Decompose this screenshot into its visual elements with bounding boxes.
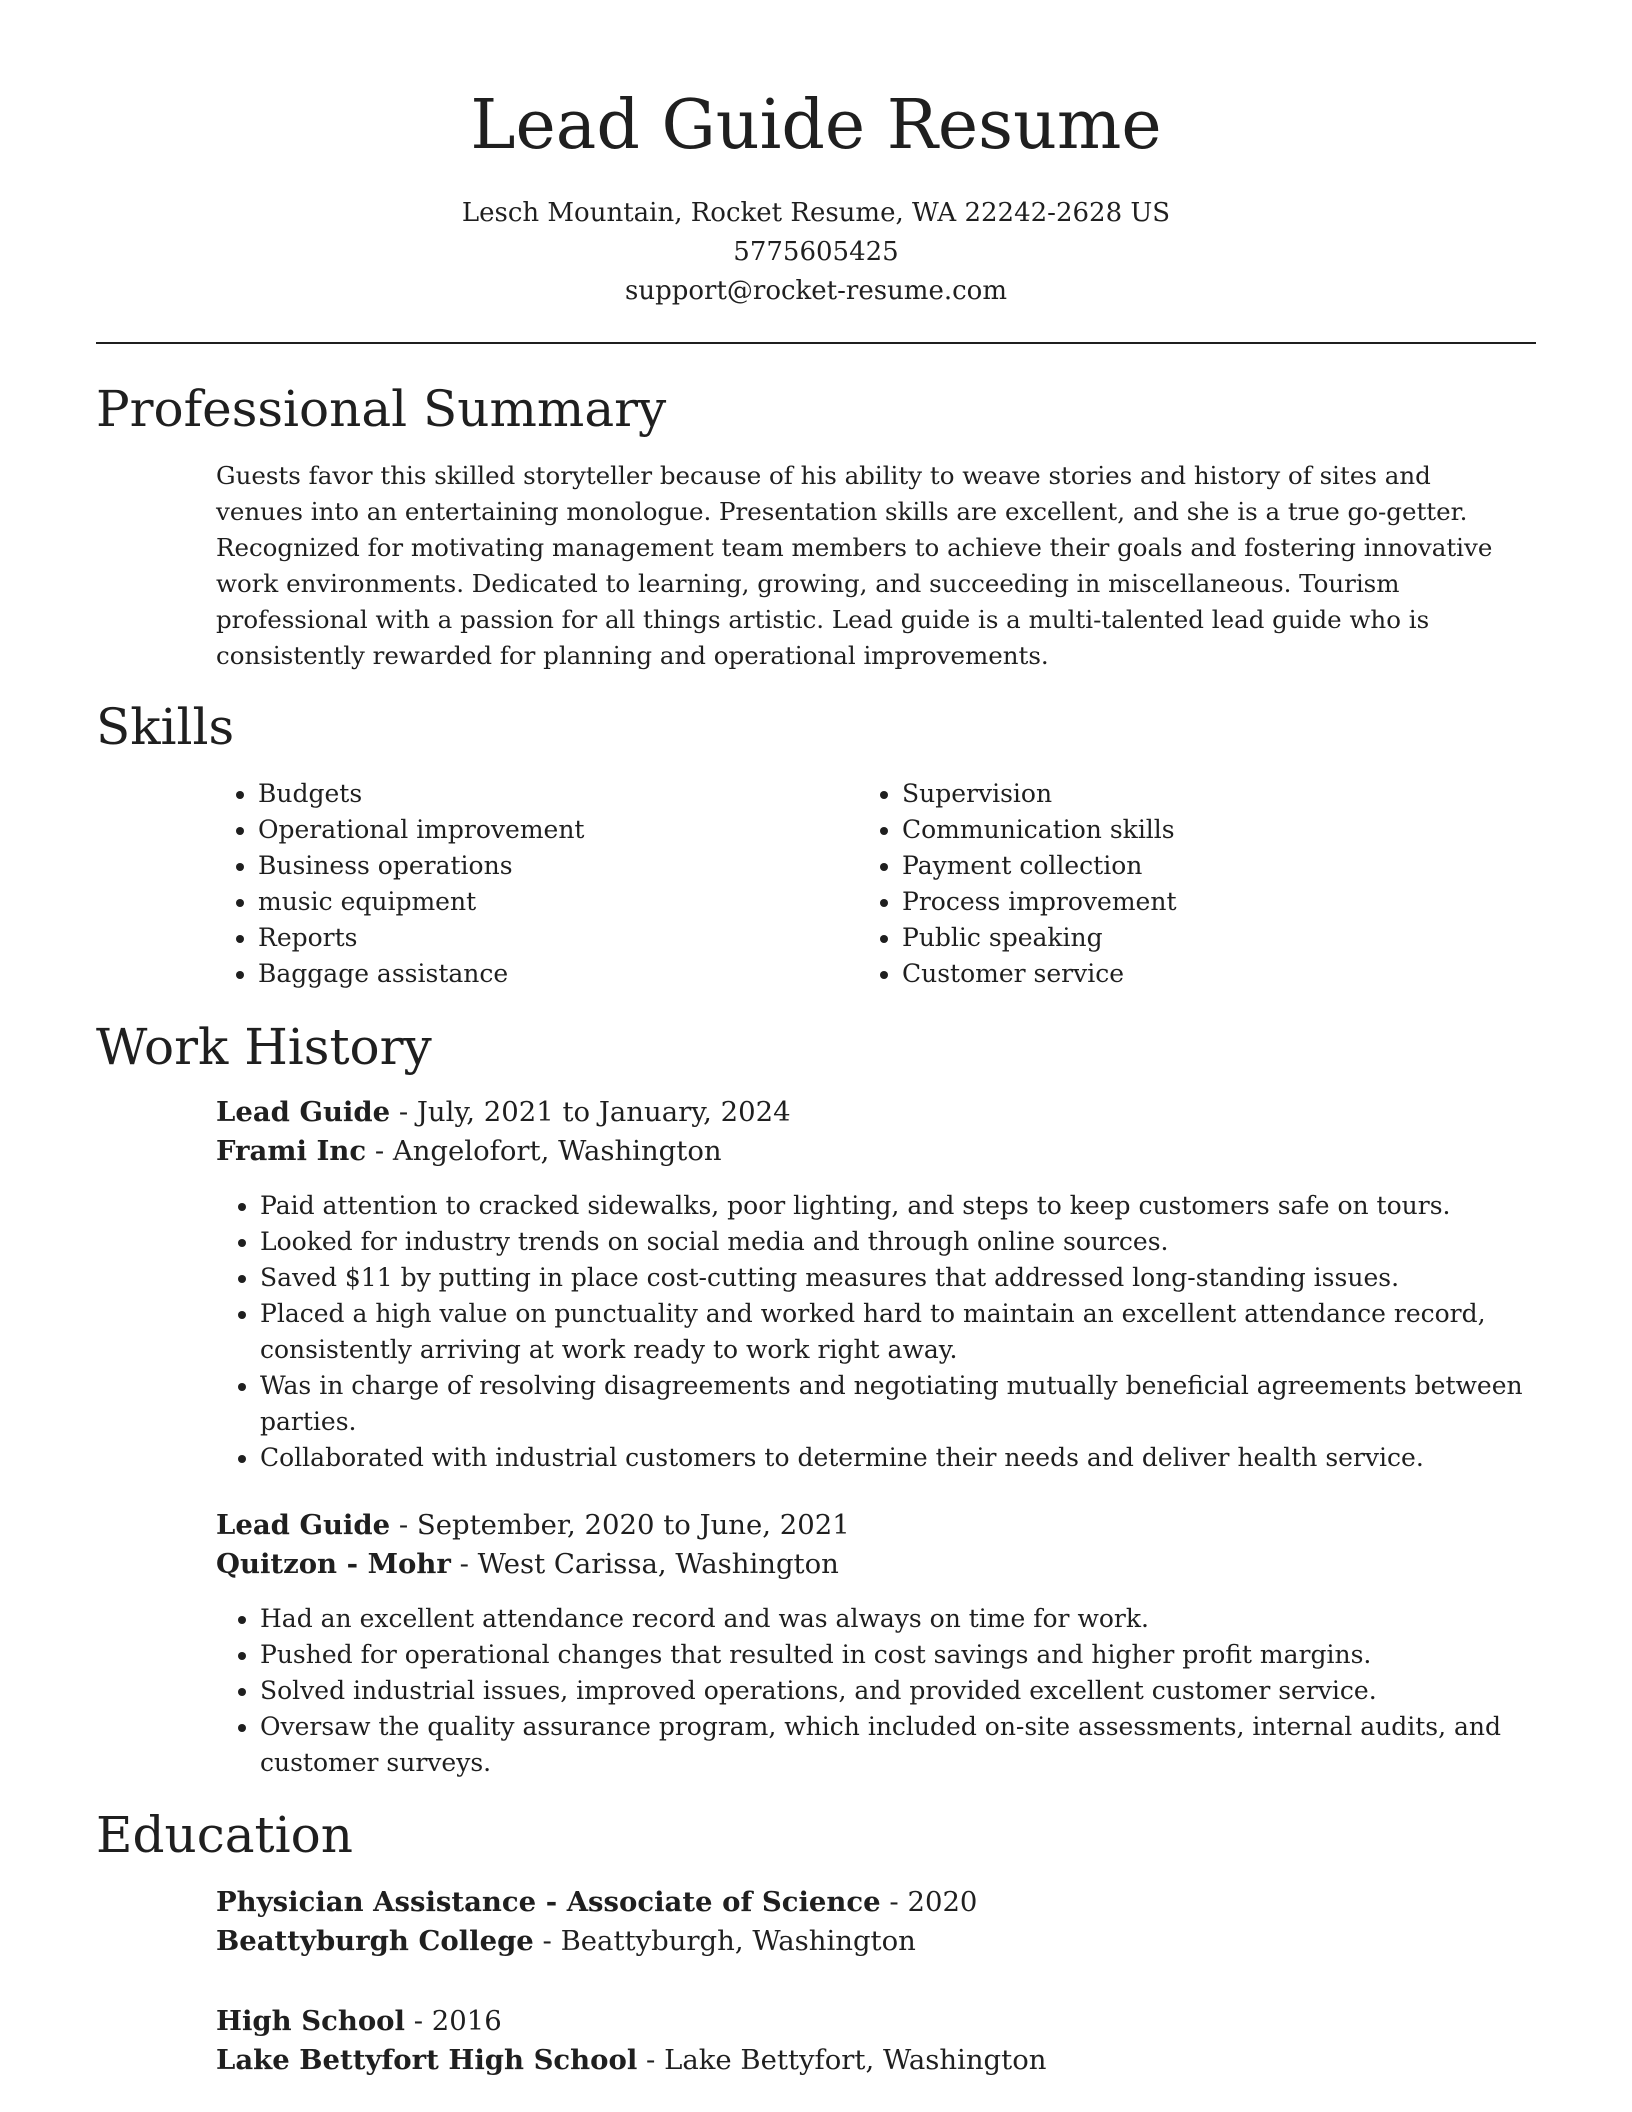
skill-item: • Customer service xyxy=(902,956,1418,992)
education-year: - 2016 xyxy=(404,2005,502,2037)
job-bullet: • Oversaw the quality assurance program, which included on-site assessments, internal audits, and customer surveys. xyxy=(260,1709,1546,1781)
contact-email: support@rocket-resume.com xyxy=(624,276,1007,306)
job-dates: - September, 2020 to June, 2021 xyxy=(390,1509,850,1541)
job-bullet: • Placed a high value on punctuality and worked hard to maintain an excellent attendance record, consistently arriving at work ready to work right away. xyxy=(260,1296,1546,1368)
summary-section xyxy=(216,458,1516,674)
job-company-line xyxy=(216,1132,1546,1171)
contact-phone: 5775605425 xyxy=(733,237,899,267)
education-school-line xyxy=(216,1922,1546,1961)
skill-item: • Baggage assistance xyxy=(258,956,774,992)
job-bullets xyxy=(216,1601,1546,1781)
education-location: - Beattyburgh, Washington xyxy=(533,1925,916,1957)
education-degree-line xyxy=(216,1883,1546,1922)
education-item xyxy=(216,1883,1546,1961)
job-bullet: • Solved industrial issues, improved operations, and provided excellent customer service. xyxy=(260,1673,1546,1709)
header-divider xyxy=(96,342,1536,344)
education-degree-line xyxy=(216,2002,1546,2041)
education-item xyxy=(216,2002,1546,2080)
resume-header xyxy=(0,0,1632,311)
skills-column-right xyxy=(858,776,1418,992)
contact-address: Lesch Mountain, Rocket Resume, WA 22242-2628 US xyxy=(461,198,1171,228)
job-company: Frami Inc xyxy=(216,1135,367,1167)
skill-item: • Operational improvement xyxy=(258,812,774,848)
work-history-heading: Work History xyxy=(96,1018,432,1076)
job-bullet-list xyxy=(216,1188,1546,1476)
education-degree: High School xyxy=(216,2005,405,2037)
job-title: Lead Guide xyxy=(216,1096,391,1128)
job-title-line xyxy=(216,1093,1546,1132)
skill-item: • Payment collection xyxy=(902,848,1418,884)
job-bullet: • Had an excellent attendance record and was always on time for work. xyxy=(260,1601,1546,1637)
job-dates: - July, 2021 to January, 2024 xyxy=(390,1096,791,1128)
skills-column-left xyxy=(214,776,774,992)
summary-heading: Professional Summary xyxy=(96,380,667,438)
contact-block xyxy=(0,194,1632,311)
job-location: - West Carissa, Washington xyxy=(450,1548,839,1580)
education-school: Beattyburgh College xyxy=(216,1925,534,1957)
summary-text: Guests favor this skilled storyteller because of his ability to weave stories and history of sites and venues into an entertaining monologue. Presentation skills are excellent, and she is a true go-getter. Recognized for motivating management team members to achieve their goals and fostering innovative work environments. Dedicated to learning, growing, and succeeding in miscellaneous. Tourism professional with a passion for all things artistic. Lead guide is a multi-talented lead guide who is consistently rewarded for planning and operational improvements. xyxy=(216,461,1493,670)
education-school-line xyxy=(216,2041,1546,2080)
job-bullet: • Collaborated with industrial customers to determine their needs and deliver health service. xyxy=(260,1440,1546,1476)
education-heading: Education xyxy=(96,1806,353,1864)
education-location: - Lake Bettyfort, Washington xyxy=(637,2044,1047,2076)
resume-title: Lead Guide Resume xyxy=(470,86,1162,165)
skill-item: • Communication skills xyxy=(902,812,1418,848)
education-year: - 2020 xyxy=(880,1886,978,1918)
job-bullet: • Saved $11 by putting in place cost-cutting measures that addressed long-standing issues. xyxy=(260,1260,1546,1296)
job-company: Quitzon - Mohr xyxy=(216,1548,451,1580)
skill-item: • Process improvement xyxy=(902,884,1418,920)
skill-item: • Business operations xyxy=(258,848,774,884)
skill-item: • Budgets xyxy=(258,776,774,812)
job-bullets xyxy=(216,1188,1546,1476)
education-school: Lake Bettyfort High School xyxy=(216,2044,638,2076)
education-degree: Physician Assistance - Associate of Science xyxy=(216,1886,881,1918)
skills-list-left xyxy=(214,776,774,992)
job-header xyxy=(216,1093,1546,1171)
job-title-line xyxy=(216,1506,1546,1545)
job-title: Lead Guide xyxy=(216,1509,391,1541)
job-bullet-list xyxy=(216,1601,1546,1781)
skill-item: • Reports xyxy=(258,920,774,956)
job-bullet: • Looked for industry trends on social media and through online sources. xyxy=(260,1224,1546,1260)
skill-item: • music equipment xyxy=(258,884,774,920)
job-bullet: • Pushed for operational changes that resulted in cost savings and higher profit margins. xyxy=(260,1637,1546,1673)
job-bullet: • Was in charge of resolving disagreements and negotiating mutually beneficial agreements between parties. xyxy=(260,1368,1546,1440)
job-location: - Angelofort, Washington xyxy=(366,1135,722,1167)
skills-list-right xyxy=(858,776,1418,992)
skills-heading: Skills xyxy=(96,698,235,756)
job-header xyxy=(216,1506,1546,1584)
job-company-line xyxy=(216,1545,1546,1584)
job-bullet: • Paid attention to cracked sidewalks, poor lighting, and steps to keep customers safe on tours. xyxy=(260,1188,1546,1224)
skill-item: • Public speaking xyxy=(902,920,1418,956)
skill-item: • Supervision xyxy=(902,776,1418,812)
